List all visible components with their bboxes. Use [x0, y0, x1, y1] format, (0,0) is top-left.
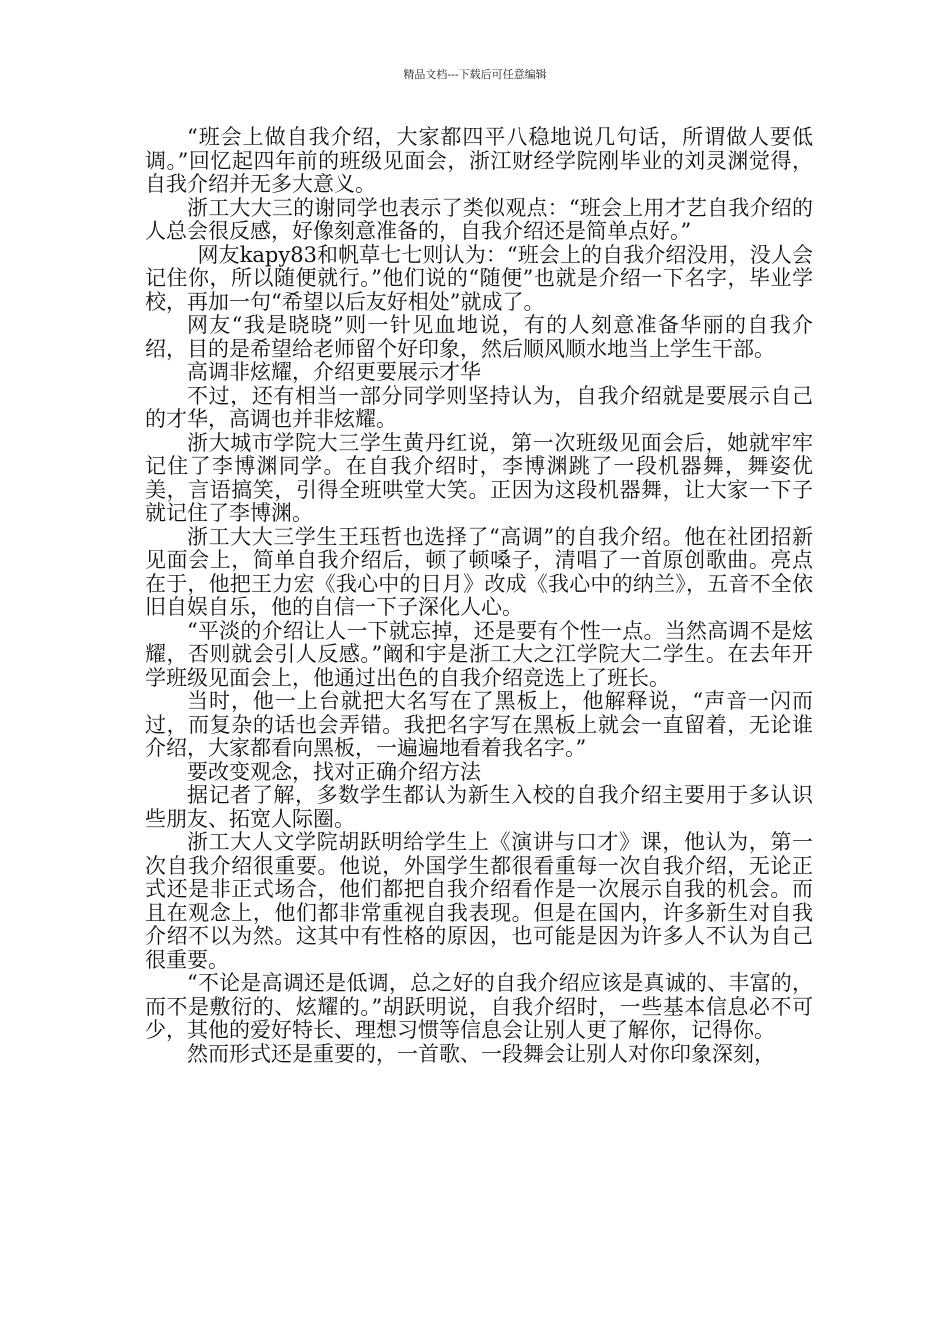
paragraph-11: 浙工大人文学院胡跃明给学生上《演讲与口才》课，他认为，第一次自我介绍很重要。他说，外国学生都很看重每一次自我介绍，无论正式还是非正式场合，他们都把自我介绍看作是一次展示自我的机会。而且在观念上，他们都非常重视自我表现。但是在国内，许多新生对自我介绍不以为然。这其中有性格的原因，也可能是因为许多人不认为自己很重要。 [145, 830, 813, 972]
paragraph-12: “不论是高调还是低调，总之好的自我介绍应该是真诚的、丰富的，而不是敷衍的、炫耀的。”胡跃明说，自我介绍时，一些基本信息必不可少，其他的爱好特长、理想习惯等信息会让别人更了解你，记得你。 [145, 971, 813, 1042]
paragraph-5: 不过，还有相当一部分同学则坚持认为，自我介绍就是要展示自己的才华，高调也并非炫耀。 [145, 383, 813, 431]
section-heading-2: 要改变观念，找对正确介绍方法 [187, 759, 481, 784]
page-header: 精品文档---下载后可任意编辑 [403, 68, 547, 81]
paragraph-2: 浙工大大三的谢同学也表示了类似观点：“班会上用才艺自我介绍的人总会很反感，好像刻意准备的，自我介绍还是简单点好。” [145, 195, 813, 243]
paragraph-3: 网友kapy83和帆草七七则认为：“班会上的自我介绍没用，没人会记住你，所以随便就行。”他们说的“随便”也就是介绍一下名字，毕业学校，再加一句“希望以后友好相处”就成了。 [145, 242, 813, 314]
paragraph-10: 据记者了解，多数学生都认为新生入校的自我介绍主要用于多认识些朋友、拓宽人际圈。 [145, 783, 813, 831]
document-body [145, 126, 813, 1066]
paragraph-13: 然而形式还是重要的，一首歌、一段舞会让别人对你印象深刻， [187, 1041, 775, 1066]
paragraph-7: 浙工大大三学生王珏哲也选择了“高调”的自我介绍。他在社团招新见面会上，简单自我介绍后，顿了顿嗓子，清唱了一首原创歌曲。亮点在于，他把王力宏《我心中的日月》改成《我心中的纳兰》，五音不全依旧自娱自乐，他的自信一下子深化人心。 [145, 524, 813, 619]
section-heading-1: 高调非炫耀，介绍更要展示才华 [187, 360, 481, 384]
paragraph-9: 当时，他一上台就把大名写在了黑板上，他解释说，“声音一闪而过，而复杂的话也会弄错。我把名字写在黑板上就会一直留着，无论谁介绍，大家都看向黑板，一遍遍地看着我名字。” [145, 689, 813, 760]
paragraph-6: 浙大城市学院大三学生黄丹红说，第一次班级见面会后，她就牢牢记住了李博渊同学。在自我介绍时，李博渊跳了一段机器舞，舞姿优美，言语搞笑，引得全班哄堂大笑。正因为这段机器舞，让大家一下子就记住了李博渊。 [145, 430, 813, 525]
paragraph-1: “班会上做自我介绍，大家都四平八稳地说几句话，所谓做人要低调。”回忆起四年前的班级见面会，浙江财经学院刚毕业的刘灵渊觉得，自我介绍并无多大意义。 [145, 125, 813, 196]
paragraph-4: 网友“我是晓晓”则一针见血地说，有的人刻意准备华丽的自我介绍，目的是希望给老师留个好印象，然后顺风顺水地当上学生干部。 [145, 313, 813, 361]
paragraph-8: “平淡的介绍让人一下就忘掉，还是要有个性一点。当然高调不是炫耀，否则就会引人反感。”阚和宇是浙工大之江学院大二学生。在去年开学班级见面会上，他通过出色的自我介绍竞选上了班长。 [145, 618, 813, 690]
